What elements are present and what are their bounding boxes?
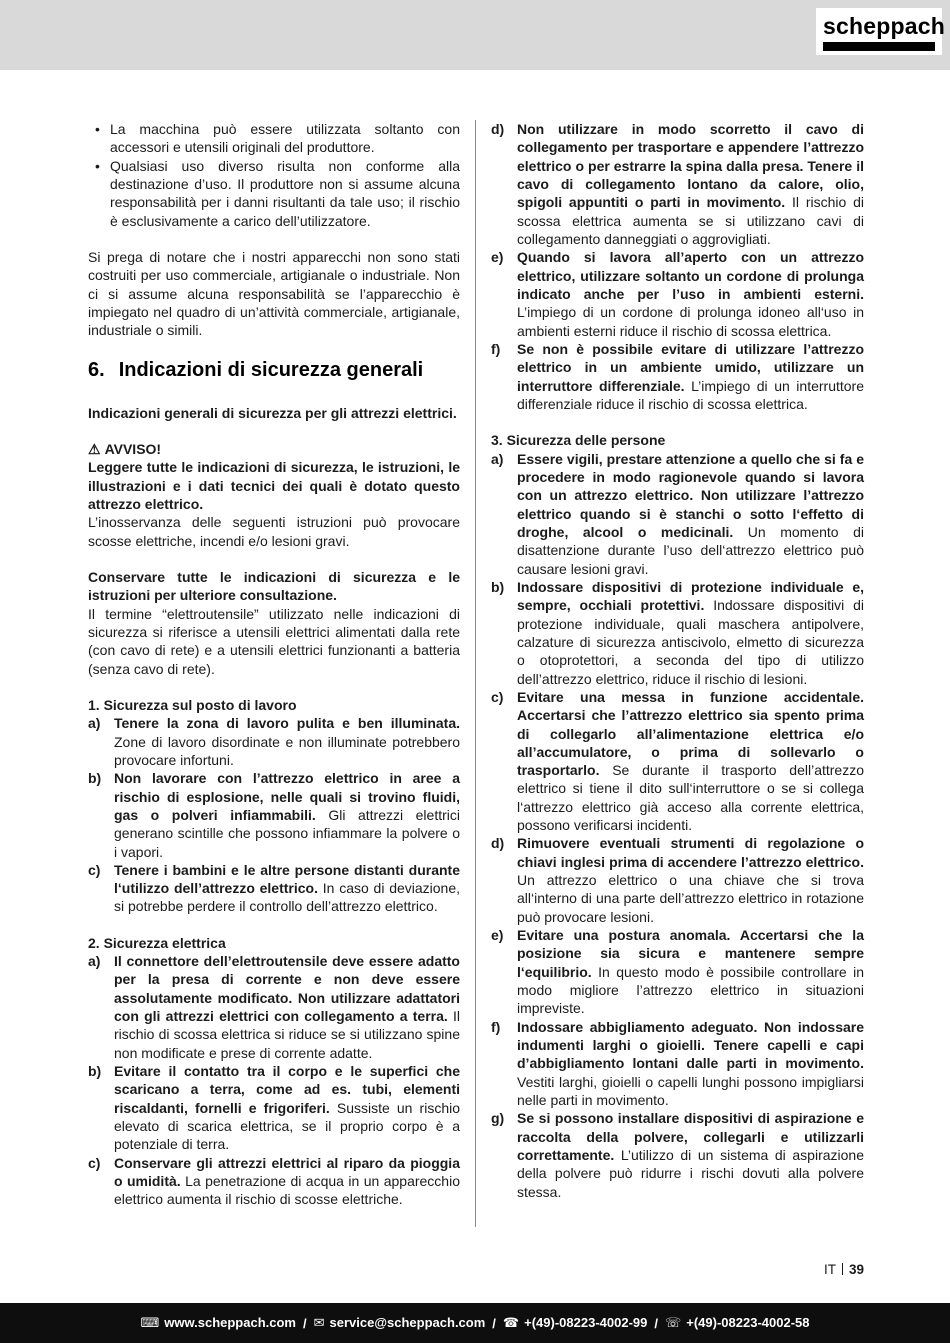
item-letter: c) (88, 1154, 101, 1171)
list-item (491, 834, 864, 926)
list-item (491, 926, 864, 1018)
item-lead: Essere vigili, prestare attenzione a quello che si fa e procedere in modo ragionevole quando si lavora con un attrezzo elettrico. Non utilizzare l’attrezzo elettrico quando si è stanchi o sotto l‘effetto di droghe, alcool o medicinali. (517, 450, 864, 540)
item-lead: Non lavorare con l’attrezzo elettrico in aree a rischio di esplosione, nelle quali si trovino fluidi, gas o polveri infiammabili. (114, 770, 460, 823)
list-item (491, 688, 864, 835)
list-item (491, 1109, 864, 1201)
fax-icon: ☏ (664, 1315, 682, 1330)
item-letter: b) (491, 578, 505, 595)
item-lead: Tenere i bambini e le altre persone distanti durante l‘utilizzo dell’attrezzo elettrico. (114, 861, 460, 897)
item-lead: Indossare abbigliamento adeguato. Non indossare indumenti larghi o gioielli. Tenere capelli e capi d’abbigliamento lontani dalle parti in movimento. (517, 1018, 864, 1072)
keep-instructions-text: Il termine “elettroutensile” utilizzato nelle indicazioni di sicurezza si riferisce a utensili elettrici alimentati dalla rete (con cavo di rete) e a utensili elettrici funzionanti a batteria (senza cavo di rete). (88, 605, 460, 677)
list-item (491, 120, 864, 248)
subsection-title: 2. Sicurezza elettrica (88, 934, 226, 951)
item-text: Zone di lavoro disordinate e non illuminate potrebbero provocare infortuni. (114, 733, 460, 768)
item-lead: Tenere la zona di lavoro pulita e ben illuminata. (114, 715, 460, 732)
item-letter: a) (88, 953, 101, 970)
item-body (114, 714, 460, 769)
item-body (517, 688, 864, 835)
item-text: Un attrezzo elettrico o una chiave che si trova all‘interno di una parte dell’attrezzo elettrico in rotazione può provocare lesioni. (517, 872, 864, 925)
item-body (517, 1018, 864, 1110)
page-number (824, 1262, 864, 1277)
item-text: In caso di deviazione, si potrebbe perdere il controllo dell’attrezzo elettrico. (114, 880, 461, 915)
item-letter: f) (491, 340, 501, 357)
item-text: L’impiego di un cordone di prolunga idoneo all‘uso in ambienti esterni riduce il rischio di scossa elettrica. (517, 304, 864, 339)
item-lead: Rimuovere eventuali strumenti di regolazione o chiavi inglesi prima di accendere l’attrezzo elettrico. (517, 835, 864, 870)
page-content (88, 120, 864, 1227)
list-item (491, 450, 864, 578)
bullet-item: • Qualsiasi uso diverso risulta non conforme alla destinazione d’uso. Il produttore non si assume alcuna responsabilità per i danni risultanti da tale uso; il rischio è esclusivamente a carico dell’utilizzatore. (88, 157, 460, 230)
item-lead: Conservare gli attrezzi elettrici al riparo da pioggia o umidità. (114, 1154, 460, 1190)
item-body (114, 1062, 460, 1154)
list-item (88, 1062, 460, 1154)
item-text: Gli attrezzi elettrici generano scintille che possono infiammare la polvere o i vapori. (114, 806, 460, 860)
item-body (517, 834, 864, 926)
item-lead: Se non è possibile evitare di utilizzare l’attrezzo elettrico in un ambiente umido, utilizzare un interruttore differenziale. (517, 340, 864, 394)
item-body (114, 861, 460, 916)
page-number-divider (842, 1263, 843, 1275)
list-item (88, 769, 460, 861)
item-text: Indossare dispositivi di protezione individuale, quali maschera antipolvere, calzature di sicurezza antiscivolo, elmetto di sicurezza o otoprotettori, a seconda del tipo di utilizzo dell’attrezzo elettrico, riduce il rischio di lesioni. (517, 597, 865, 687)
item-text: Sussiste un rischio elevato di scarica elettrica, se il proprio corpo è a potenziale di terra. (114, 1099, 460, 1153)
warning-label-text: AVVISO! (104, 440, 162, 457)
item-lead: Evitare una postura anomala. Accertarsi che la posizione sia sicura e mantenere sempre l‘equilibrio. (517, 927, 864, 980)
item-body (517, 120, 864, 248)
subsection-title: 3. Sicurezza delle persone (491, 432, 666, 449)
item-body (517, 340, 864, 413)
item-text: Un momento di disattenzione durante l’uso dell‘attrezzo elettrico può causare lesioni gravi. (517, 523, 864, 577)
footer-website-text: www.scheppach.com (164, 1315, 296, 1330)
item-letter: c) (491, 688, 504, 705)
list-item (88, 952, 460, 1062)
item-body (114, 1154, 460, 1209)
item-lead: Evitare una messa in funzione accidentale. Accertarsi che l’attrezzo elettrico sia spento prima di collegarlo all’alimentazione elettrica e/o all’accumulatore, o prima di sollevarlo o trasportarlo. (517, 688, 864, 779)
item-body (517, 926, 864, 1018)
item-lead: Il connettore dell’elettroutensile deve essere adatto per la presa di corrente e non deve essere assolutamente modificato. Non utilizzare adattatori con gli attrezzi elettrici con collegamento a terra. (114, 953, 460, 1025)
page-language: IT (823, 1262, 836, 1277)
item-body (517, 1109, 864, 1201)
list-item (491, 578, 864, 688)
item-letter: e) (491, 927, 504, 944)
list-item (88, 714, 460, 769)
keep-instructions-block (88, 568, 460, 678)
warning-block (88, 440, 460, 550)
item-text: Vestiti larghi, gioielli o capelli lunghi possono impigliarsi nelle parti in movimento. (517, 1073, 864, 1109)
subsection-personal-safety (491, 431, 864, 1201)
item-lead: Se si possono installare dispositivi di aspirazione e raccolta della polvere, collegarli e utilizzarli correttamente. (517, 1110, 864, 1164)
item-text: La penetrazione di acqua in un apparecchio elettrico aumenta il rischio di scosse elettriche. (114, 1173, 460, 1208)
footer-fax-text: +(49)-08223-4002-58 (686, 1315, 810, 1330)
item-letter: a) (491, 450, 504, 467)
footer-phone-text: +(49)-08223-4002-99 (524, 1315, 648, 1330)
mail-icon: ✉ (313, 1315, 325, 1330)
subsection-title: 1. Sicurezza sul posto di lavoro (88, 696, 297, 713)
item-body (517, 248, 864, 340)
item-lead: Evitare il contatto tra il corpo e le superfici che scaricano a terra, come ad es. tubi, elementi riscaldanti, fornelli e frigoriferi. (114, 1063, 460, 1116)
list-item (491, 1018, 864, 1110)
section-heading (88, 358, 460, 382)
keep-instructions-lead: Conservare tutte le indicazioni di sicurezza e le istruzioni per ulteriore consultazione. (88, 568, 460, 604)
electrical-safety-continuation (491, 120, 864, 413)
footer-website (141, 1315, 297, 1331)
item-text: Il rischio di scossa elettrica si riduce se si utilizzano spine non modificate e prese di corrente adatte. (114, 1008, 461, 1061)
footer-separator: / (492, 1315, 496, 1331)
footer-email-text: service@scheppach.com (329, 1315, 486, 1330)
bullet-list (88, 120, 460, 230)
item-text: Se durante il trasporto dell’attrezzo elettrico si tiene il dito sull‘interruttore o se si collega l‘attrezzo elettrico già acceso alla corrente elettrica, possono verificarsi incidenti. (517, 762, 864, 834)
heading-title: Indicazioni di sicurezza generali (118, 358, 424, 381)
item-body (114, 769, 460, 861)
item-text: In questo modo è possibile controllare in modo migliore l’attrezzo elettrico in situazioni impreviste. (517, 963, 865, 1017)
subsection-electrical-safety (88, 934, 460, 1209)
footer-phone (503, 1315, 647, 1331)
list-item (88, 861, 460, 916)
item-letter: c) (88, 861, 101, 878)
warning-text: L’inosservanza delle seguenti istruzioni può provocare scosse elettriche, incendi e/o lesioni gravi. (88, 514, 460, 549)
logo-text: scheppach (823, 13, 945, 39)
item-letter: f) (491, 1018, 501, 1035)
logo-underline (823, 42, 935, 51)
item-letter: b) (88, 1063, 102, 1080)
bullet-item: • La macchina può essere utilizzata soltanto con accessori e utensili originali del produttore. (88, 120, 460, 157)
list-item (491, 340, 864, 413)
heading-number: 6. (88, 358, 105, 381)
right-column (476, 120, 864, 1227)
warning-icon: ⚠ (88, 440, 101, 457)
item-text: L’impiego di un interruttore differenziale riduce il rischio di scossa elettrica. (517, 377, 864, 412)
note-paragraph: Si prega di notare che i nostri apparecchi non sono stati costruiti per uso commerciale, artigianale o industriale. Non ci si assume alcuna responsabilità se l’apparecchio è impiegato nel quadro di un’attività commerciale, artigianale, industriale o simili. (88, 248, 460, 339)
item-letter: b) (88, 770, 102, 787)
list-item (88, 1154, 460, 1209)
item-body (517, 450, 864, 578)
web-icon: ⌨ (140, 1315, 160, 1330)
footer-fax (665, 1315, 810, 1331)
item-text: Il rischio di scossa elettrica aumenta se si utilizzano cavi di collegamento danneggiati o aggrovigliati. (517, 194, 864, 247)
footer-bar (0, 1303, 950, 1343)
item-lead: Indossare dispositivi di protezione individuale e, sempre, occhiali protettivi. (517, 578, 864, 614)
footer-separator: / (654, 1315, 658, 1331)
item-letter: g) (491, 1110, 505, 1127)
item-body (517, 578, 864, 688)
warning-title (88, 440, 460, 458)
footer-separator: / (303, 1315, 307, 1331)
left-column (88, 120, 476, 1227)
page-number-value: 39 (848, 1262, 864, 1277)
item-letter: d) (491, 121, 505, 137)
item-lead: Non utilizzare in modo scorretto il cavo di collegamento per trasportare e appendere l’attrezzo elettrico o per estrarre la spina dalla presa. Tenere il cavo di collegamento lontano da calore, olio, spigoli appuntiti o parti in movimento. (517, 121, 864, 211)
item-letter: a) (88, 715, 101, 732)
phone-icon: ☎ (502, 1315, 520, 1330)
item-letter: e) (491, 249, 504, 266)
item-letter: d) (491, 835, 505, 852)
item-lead: Quando si lavora all’aperto con un attrezzo elettrico, utilizzare soltanto un cordone di prolunga indicato anche per l’uso in ambienti esterni. (517, 249, 864, 302)
item-text: L’utilizzo di un sistema di aspirazione della polvere può ridurre i rischi dovuti alla polvere stessa. (517, 1147, 864, 1200)
footer-email (314, 1315, 486, 1331)
scheppach-logo (816, 8, 945, 55)
safety-subtitle: Indicazioni generali di sicurezza per gli attrezzi elettrici. (88, 404, 457, 421)
header-bar (0, 0, 950, 70)
warning-lead: Leggere tutte le indicazioni di sicurezza, le istruzioni, le illustrazioni e i dati tecnici dei quali è dotato questo attrezzo elettrico. (88, 459, 460, 512)
list-item (491, 248, 864, 340)
item-body (114, 952, 460, 1062)
subsection-workplace-safety (88, 696, 460, 916)
